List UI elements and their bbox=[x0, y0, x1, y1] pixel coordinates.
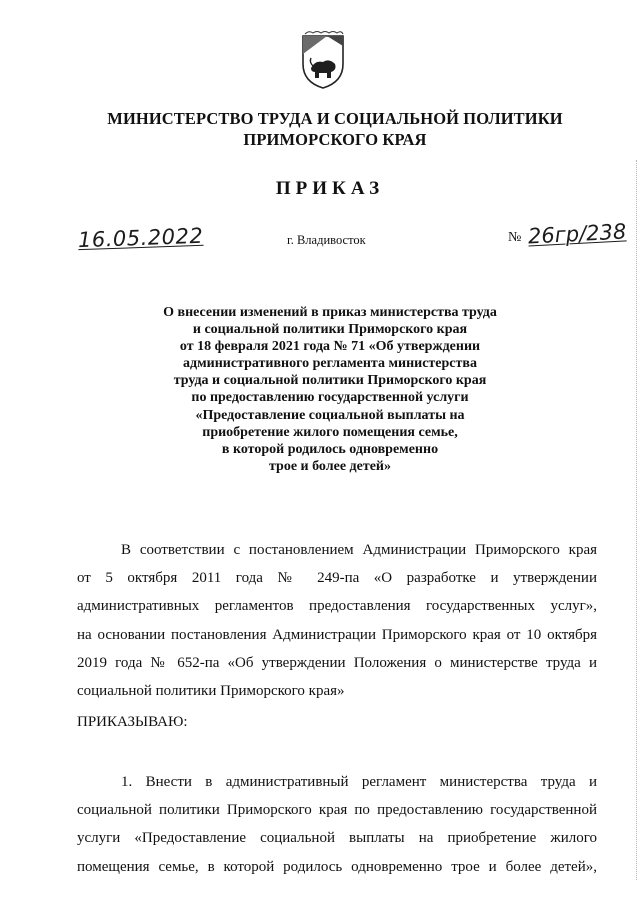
number-sign: № bbox=[508, 230, 522, 245]
handwritten-order-number: 26гр/238 bbox=[527, 219, 627, 249]
subject-line: трое и более детей» bbox=[269, 458, 391, 474]
order-directive-word: ПРИКАЗЫВАЮ: bbox=[77, 714, 188, 730]
coat-of-arms-emblem bbox=[297, 30, 349, 92]
paragraph-line: на основании постановления Администрации Приморского края от 10 октября bbox=[77, 626, 597, 643]
ministry-name-line2: ПРИМОРСКОГО КРАЯ bbox=[243, 130, 427, 149]
ministry-name-line1: МИНИСТЕРСТВО ТРУДА И СОЦИАЛЬНОЙ ПОЛИТИКИ bbox=[107, 109, 563, 128]
paragraph-line: административных регламентов предоставления государственных услуг», bbox=[77, 598, 597, 615]
paragraph-line: социальной политики Приморского края по предоставлению государственной bbox=[77, 802, 597, 819]
paragraph-line: 1. Внести в административный регламент министерства труда и bbox=[121, 774, 597, 790]
subject-line: приобретение жилого помещения семье, bbox=[202, 424, 458, 440]
preamble-paragraph bbox=[77, 536, 597, 705]
paragraph-line: В соответствии с постановлением Администрации Приморского края bbox=[121, 542, 597, 558]
paragraph-line: социальной политики Приморского края» bbox=[77, 683, 345, 700]
subject-line: труда и социальной политики Приморского края bbox=[173, 373, 487, 389]
subject-line: и социальной политики Приморского края bbox=[192, 322, 468, 338]
paragraph-line: 2019 года № 652-па «Об утверждении Положения о министерстве труда и bbox=[77, 654, 597, 671]
subject-line: «Предоставление социальной выплаты на bbox=[195, 407, 465, 423]
subject-line: О внесении изменений в приказ министерства труда bbox=[163, 305, 497, 320]
city-label: г. Владивосток bbox=[287, 233, 366, 247]
scan-edge-artifact bbox=[634, 160, 637, 880]
ministry-name bbox=[100, 108, 570, 150]
subject-line: по предоставлению государственной услуги bbox=[191, 390, 469, 406]
subject-line: в которой родилось одновременно bbox=[221, 441, 439, 457]
paragraph-line: услуги «Предоставление социальной выплаты на приобретение жилого bbox=[77, 830, 597, 847]
paragraph-line: от 5 октября 2011 года № 249-па «О разработке и утверждении bbox=[77, 570, 597, 587]
document-type-title: ПРИКАЗ bbox=[275, 178, 385, 199]
subject-line: от 18 февраля 2021 года № 71 «Об утверждении bbox=[179, 339, 481, 355]
subject-line: административного регламента министерства bbox=[183, 356, 477, 372]
paragraph-line: помещения семье, в которой родилось одновременно трое и более детей», bbox=[77, 858, 597, 875]
order-subject-heading bbox=[120, 304, 540, 475]
primorsky-krai-emblem-icon bbox=[297, 30, 349, 92]
handwritten-date: 16.05.2022 bbox=[77, 223, 204, 253]
clause-1-paragraph bbox=[77, 768, 597, 881]
